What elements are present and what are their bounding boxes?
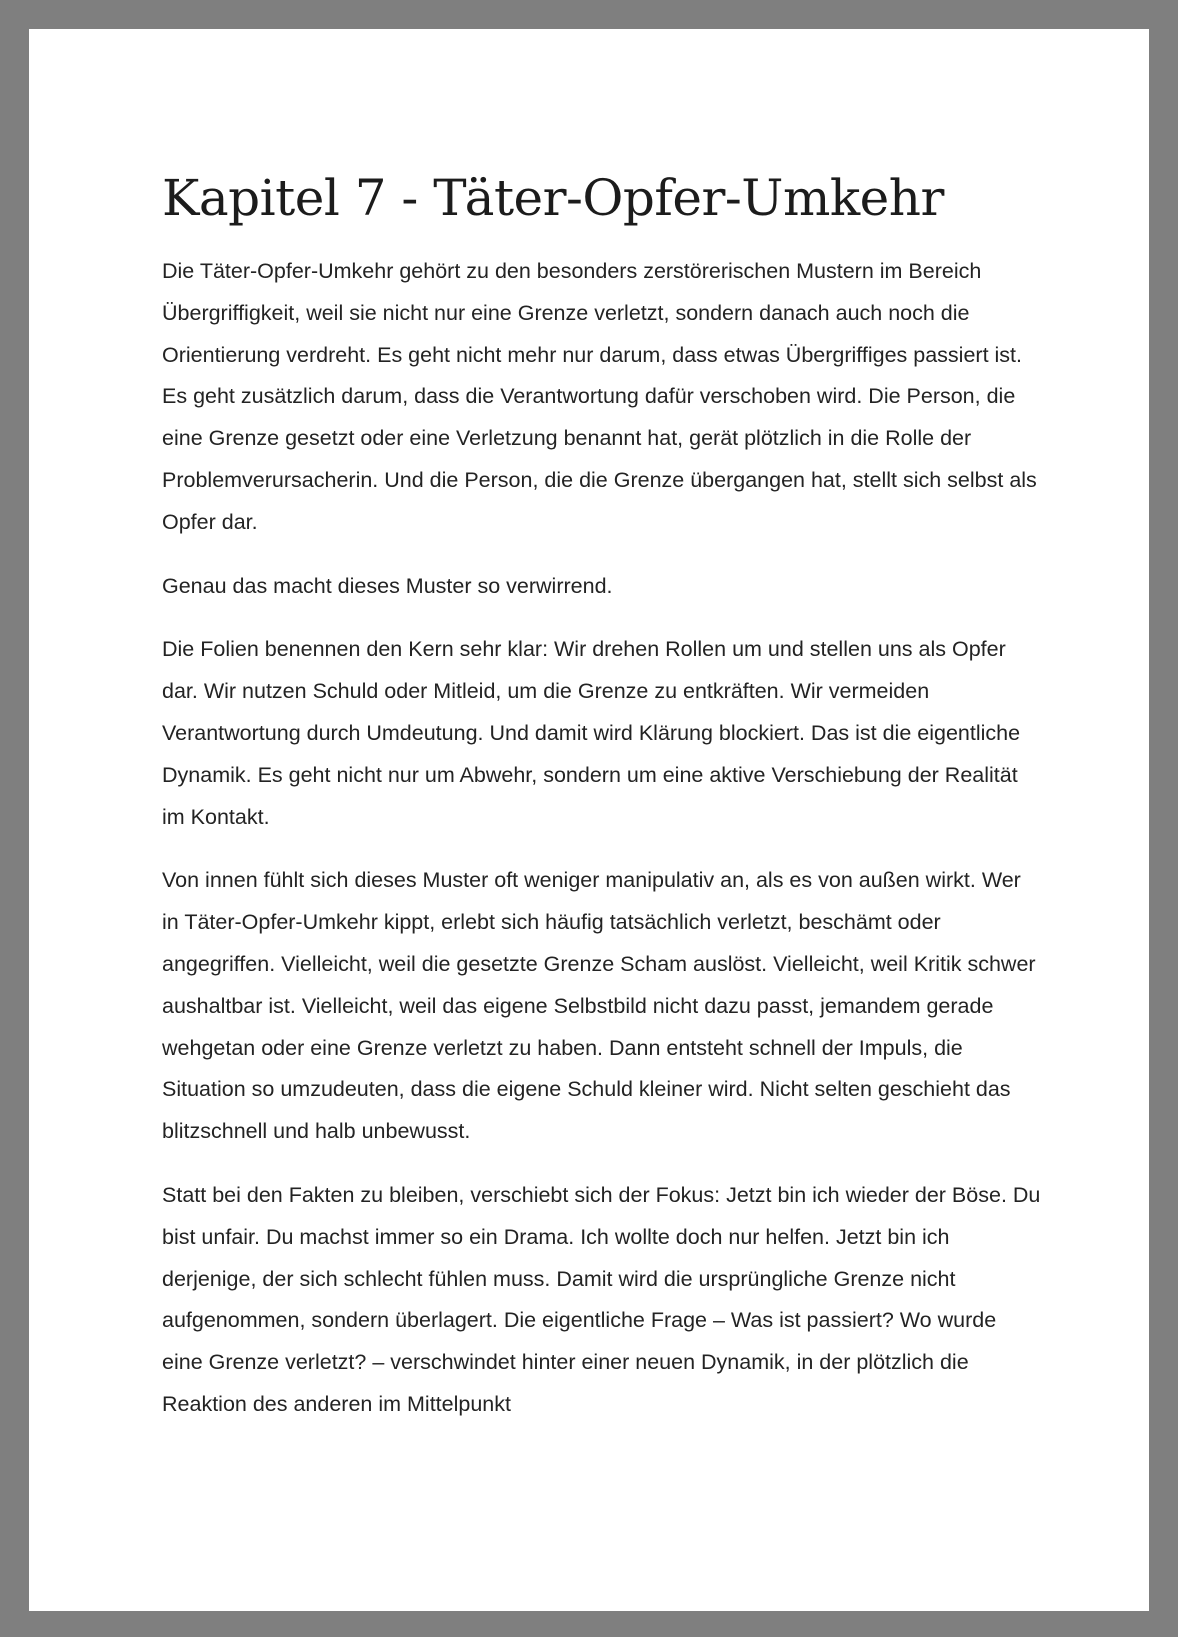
paragraph-5: Statt bei den Fakten zu bleiben, verschiebt sich der Fokus: Jetzt bin ich wieder der Böse. Du bist unfair. Du machst immer so ein Drama. Ich wollte doch nur helfen. Jetzt bin ich derjenige, der sich schlecht fühlen muss. Damit wird die ursprüngliche Grenze nicht aufgenommen, sondern überlagert. Die eigentliche Frage – Was ist passiert? Wo wurde eine Grenze verletzt? – verschwindet hinter einer neuen Dynamik, in der plötzlich die Reaktion des anderen im Mittelpunkt xyxy=(162,1182,1041,1416)
page-content xyxy=(162,167,1042,1448)
paragraph-2: Genau das macht dieses Muster so verwirrend. xyxy=(162,573,613,598)
paragraph-1: Die Täter-Opfer-Umkehr gehört zu den besonders zerstörerischen Mustern im Bereich Übergriffigkeit, weil sie nicht nur eine Grenze verletzt, sondern danach auch noch die Orientierung verdreht. Es geht nicht mehr nur darum, dass etwas Übergriffiges passiert ist. Es geht zusätzlich darum, dass die Verantwortung dafür verschoben wird. Die Person, die eine Grenze gesetzt oder eine Verletzung benannt hat, gerät plötzlich in die Rolle der Problemverursacherin. Und die Person, die die Grenze übergangen hat, stellt sich selbst als Opfer dar. xyxy=(162,259,1037,534)
chapter-title: Kapitel 7 - Täter-Opfer-Umkehr xyxy=(162,169,944,227)
document-page xyxy=(29,29,1149,1611)
paragraph-4: Von innen fühlt sich dieses Muster oft weniger manipulativ an, als es von außen wirkt. Wer in Täter-Opfer-Umkehr kippt, erlebt sich häufig tatsächlich verletzt, beschämt oder angegriffen. Vielleicht, weil die gesetzte Grenze Scham auslöst. Vielleicht, weil Kritik schwer aushaltbar ist. Vielleicht, weil das eigene Selbstbild nicht dazu passt, jemandem gerade wehgetan oder eine Grenze verletzt zu haben. Dann entsteht schnell der Impuls, die Situation so umzudeuten, dass die eigene Schuld kleiner wird. Nicht selten geschieht das blitzschnell und halb unbewusst. xyxy=(162,868,1036,1144)
paragraph-3: Die Folien benennen den Kern sehr klar: Wir drehen Rollen um und stellen uns als Opfer dar. Wir nutzen Schuld oder Mitleid, um die Grenze zu entkräften. Wir vermeiden Verantwortung durch Umdeutung. Und damit wird Klärung blockiert. Das ist die eigentliche Dynamik. Es geht nicht nur um Abwehr, sondern um eine aktive Verschiebung der Realität im Kontakt. xyxy=(162,637,1021,829)
